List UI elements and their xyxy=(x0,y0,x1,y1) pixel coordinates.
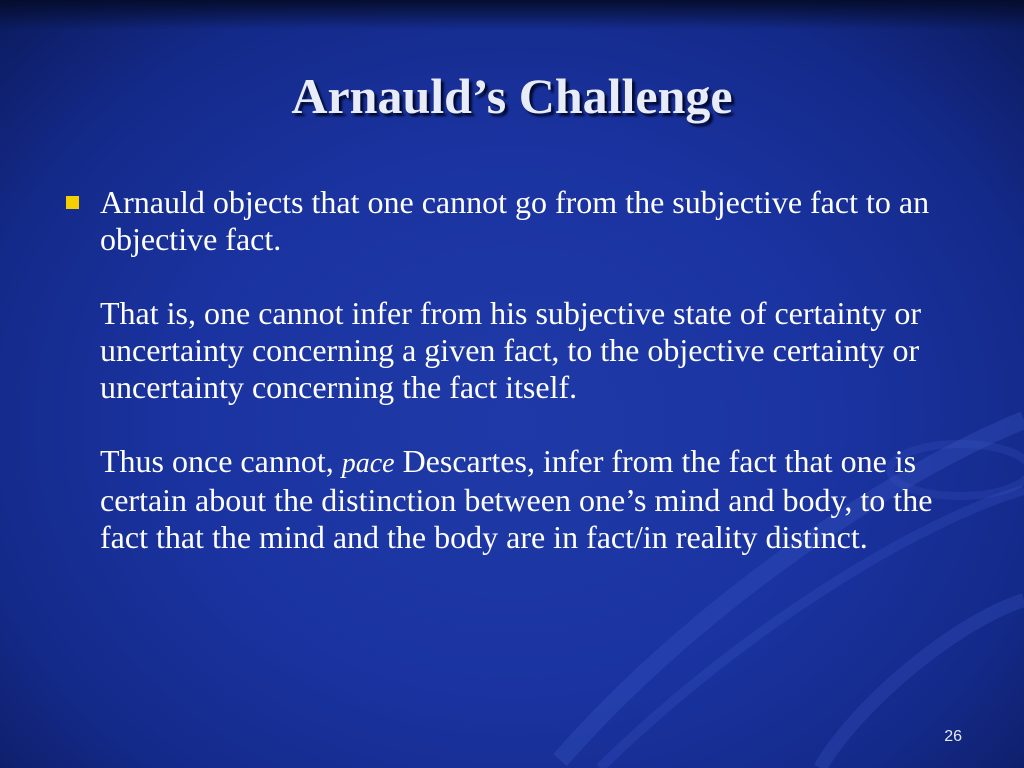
paragraph-3-italic-word: pace xyxy=(341,448,395,479)
page-number: 26 xyxy=(944,728,962,745)
slide-body xyxy=(62,184,962,556)
paragraph-3 xyxy=(100,443,962,556)
paragraph-1: Arnauld objects that one cannot go from the subjective fact to an objective fact. xyxy=(100,184,930,257)
paragraph-2: That is, one cannot infer from his subjective state of certainty or uncertainty concerning a given fact, to the objective certainty or uncertainty concerning the fact itself. xyxy=(100,295,922,405)
paragraph-3-lead: Thus once cannot, xyxy=(100,443,342,479)
bullet-item xyxy=(62,184,962,556)
paragraph-3-rest: Descartes, infer from the fact that one is certain about the distinction between one’s mind and body, to the fact that the mind and the body are in fact/in reality distinct. xyxy=(100,443,933,555)
top-band xyxy=(0,0,1024,30)
slide-title: Arnauld’s Challenge xyxy=(291,68,733,124)
square-bullet-icon xyxy=(66,196,79,209)
